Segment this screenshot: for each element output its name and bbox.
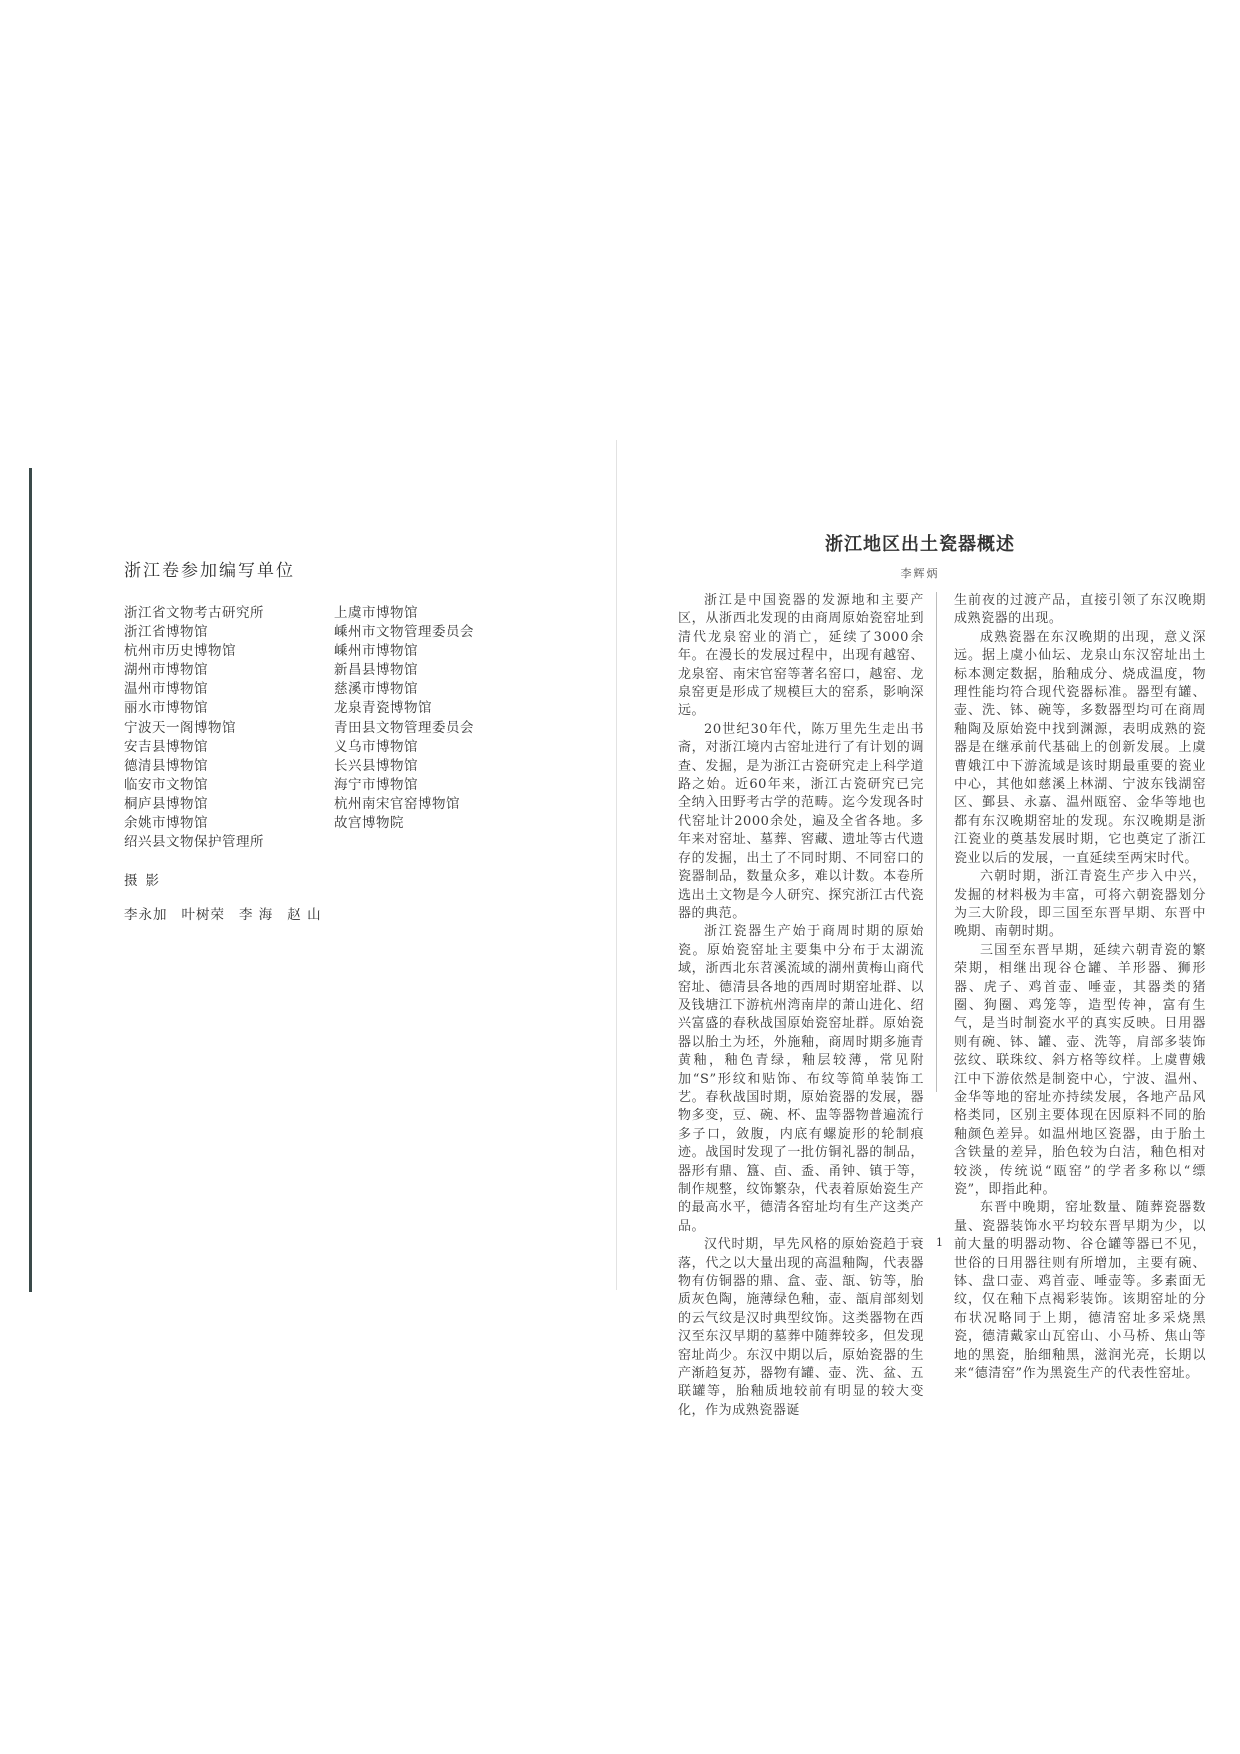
body-paragraph: 成熟瓷器在东汉晚期的出现，意义深远。据上虞小仙坛、龙泉山东汉窑址出土标本测定数据，胎釉成分、烧成温度，物理性能均符合现代瓷器标准。器型有罐、壶、洗、钵、碗等，多数器型均可在商周釉陶及原始瓷中找到渊源，表明成熟的瓷器是在继承前代基础上的创新发展。上虞曹娥江中下游流域是该时期最重要的瓷业中心，其他如慈溪上林湖、宁波东钱湖窑区、鄞县、永嘉、温州瓯窑、金华等地也都有东汉晚期窑址的发现。东汉晚期是浙江瓷业的奠基发展时期，它也奠定了浙江瓷业以后的发展，一直延续至两宋时代。	[954, 629, 1206, 866]
photographer-name: 李永加	[124, 907, 168, 923]
body-paragraph: 浙江是中国瓷器的发源地和主要产区，从浙西北发现的由商周原始瓷窑址到清代龙泉窑业的消亡，延续了3000余年。在漫长的发展过程中，出现有越窑、龙泉窑、南宋官窑等著名窑口，越窑、龙泉窑更是形成了规模巨大的窑系，影响深远。	[678, 593, 924, 719]
contributor-unit: 温州市博物馆	[124, 681, 208, 698]
contributor-unit: 慈溪市博物馆	[334, 681, 418, 698]
body-paragraph: 生前夜的过渡产品，直接引领了东汉晚期成熟瓷器的出现。	[954, 593, 1206, 627]
article-author: 李辉炳	[900, 567, 940, 580]
contributors-title: 浙江卷参加编写单位	[124, 561, 295, 581]
contributor-unit: 德清县博物馆	[124, 757, 208, 774]
contributor-unit: 上虞市博物馆	[334, 605, 418, 621]
contributor-unit: 义乌市博物馆	[334, 738, 418, 755]
contributor-list-column-1	[124, 604, 264, 852]
contributor-unit: 故宫博物院	[334, 815, 404, 832]
body-paragraph: 六朝时期，浙江青瓷生产步入中兴，发掘的材料极为丰富，可将六朝瓷器划分为三大阶段，即三国至东晋早期、东晋中晚期、南朝时期。	[954, 869, 1206, 940]
body-paragraph: 20世纪30年代，陈万里先生走出书斋，对浙江境内古窑址进行了有计划的调查、发掘，是为浙江古瓷研究走上科学道路之始。近60年来，浙江古瓷研究已完全纳入田野考古学的范畴。迄今发现各时代窑址计2000余处，遍及全省各地。多年来对窑址、墓葬、窖藏、遗址等古代遗存的发掘，出土了不同时期、不同窑口的瓷器制品，数量众多，难以计数。本卷所选出土文物是今人研究、探究浙江古代瓷器的典范。	[678, 721, 924, 921]
contributor-unit: 绍兴县文物保护管理所	[124, 834, 264, 851]
article-title: 浙江地区出土瓷器概述	[825, 534, 1015, 555]
photographer-name: 赵 山	[287, 907, 322, 923]
body-paragraph: 三国至东晋早期，延续六朝青瓷的繁荣期，相继出现谷仓罐、羊形器、狮形器、虎子、鸡首壶、唾壶，其器类的猪圈、狗圈、鸡笼等，造型传神，富有生气，是当时制瓷水平的真实反映。日用器则有碗、钵、罐、壶、洗等，肩部多装饰弦纹、联珠纹、斜方格等纹样。上虞曹娥江中下游依然是制瓷中心，宁波、温州、金华等地的窑址亦持续发展，各地产品风格类同，区别主要体现在因原料不同的胎釉颜色差异。如温州地区瓷器，由于胎土含铁量的差异，胎色较为白洁，釉色相对较淡，传统说“瓯窑”的学者多称以“缥瓷”，即指此种。	[954, 942, 1206, 1197]
body-column-left	[678, 592, 924, 1420]
page-gutter	[616, 440, 617, 1290]
contributor-unit: 宁波天一阁博物馆	[124, 719, 236, 736]
right-page	[620, 0, 1240, 1754]
contributor-unit: 龙泉青瓷博物馆	[334, 700, 432, 717]
contributor-unit: 丽水市博物馆	[124, 700, 208, 717]
body-paragraph: 汉代时期，早先风格的原始瓷趋于衰落，代之以大量出现的高温釉陶，代表器物有仿铜器的鼎、盒、壶、瓿、钫等，胎质灰色陶，施薄绿色釉，壶、瓿肩部刻划的云气纹是汉时典型纹饰。这类器物在西汉至东汉早期的墓葬中随葬较多，但发现窑址尚少。东汉中期以后，原始瓷器的生产渐趋复苏，器物有罐、壶、洗、盆、五联罐等，胎釉质地较前有明显的较大变化，作为成熟瓷器诞	[678, 1237, 924, 1418]
contributor-unit: 浙江省文物考古研究所	[124, 605, 264, 621]
contributor-list-column-2	[334, 604, 474, 833]
contributor-unit: 青田县文物管理委员会	[334, 719, 474, 736]
page-number: 1	[936, 1236, 943, 1249]
contributor-unit: 浙江省博物馆	[124, 624, 208, 641]
photographer-list	[124, 903, 336, 923]
photographer-name: 李 海	[239, 907, 274, 923]
contributor-unit: 安吉县博物馆	[124, 738, 208, 755]
photographer-name: 叶树荣	[181, 907, 225, 923]
column-divider	[936, 592, 937, 1092]
contributor-unit: 桐庐县博物馆	[124, 795, 208, 812]
body-paragraph: 浙江瓷器生产始于商周时期的原始瓷。原始瓷窑址主要集中分布于太湖流域，浙西北东苕溪流域的湖州黄梅山商代窑址、德清县各地的西周时期窑址群、以及钱塘江下游杭州湾南岸的萧山进化、绍兴富盛的春秋战国原始瓷窑址群。原始瓷器以胎土为坯，外施釉，商周时期多施青黄釉，釉色青绿，釉层较薄，常见附加“S”形纹和贴饰、布纹等简单装饰工艺。春秋战国时期，原始瓷器的发展，器物多变，豆、碗、杯、盅等器物普遍流行多子口，敛腹，内底有螺旋形的轮制痕迹。战国时发现了一批仿铜礼器的制品，器形有鼎、簋、卣、盉、甬钟、镇于等，制作规整，纹饰繁杂，代表着原始瓷生产的最高水平，德清各窑址均有生产这类产品。	[678, 924, 924, 1234]
contributor-unit: 长兴县博物馆	[334, 757, 418, 774]
contributor-unit: 新昌县博物馆	[334, 662, 418, 679]
contributor-unit: 杭州南宋官窑博物馆	[334, 795, 460, 812]
body-paragraph: 东晋中晚期，窑址数量、随葬瓷器数量、瓷器装饰水平均较东晋早期为少，以前大量的明器动物、谷仓罐等器已不见，世俗的日用器往则有所增加，主要有碗、钵、盘口壶、鸡首壶、唾壶等。多素面无纹，仅在釉下点褐彩装饰。该期窑址的分布状况略同于上期，德清窑址多采烧黑瓷，德清戴家山瓦窑山、小马桥、焦山等地的黑瓷，胎细釉黑，滋润光亮，长期以来“德清窑”作为黑瓷生产的代表性窑址。	[954, 1200, 1206, 1382]
contributor-unit: 海宁市博物馆	[334, 776, 418, 793]
left-page	[0, 0, 600, 1754]
photography-heading: 摄影	[124, 873, 167, 889]
contributor-unit: 湖州市博物馆	[124, 662, 208, 679]
contributor-unit: 杭州市历史博物馆	[124, 643, 236, 660]
contributor-unit: 嵊州市文物管理委员会	[334, 624, 474, 641]
contributor-unit: 嵊州市博物馆	[334, 643, 418, 660]
contributor-unit: 余姚市博物馆	[124, 815, 208, 832]
contributor-unit: 临安市文物馆	[124, 776, 208, 793]
body-column-right	[954, 592, 1206, 1383]
